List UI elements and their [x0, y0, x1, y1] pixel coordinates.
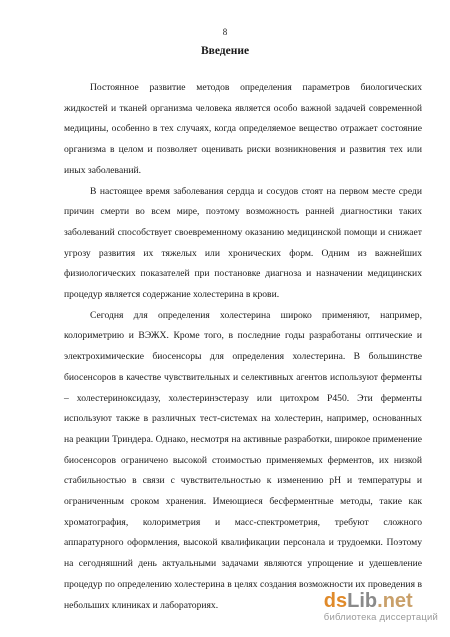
paragraph-2: В настоящее время заболевания сердца и сосудов стоят на первом месте среди причин смерти во всем мире, поэтому возможность ранней диагностики таких заболеваний способствует своевременному оказанию медицинской помощи и снижает угрозу развития их тяжелых или хронических форм. Одним из важнейших физиологических показателей при постановке диагноза и назначении медицинских процедур является содержание холестерина в крови. [64, 185, 422, 301]
body-text [64, 78, 422, 616]
section-title: Введение [200, 45, 250, 57]
watermark-logo-ds: ds [323, 590, 348, 612]
page-number: 8 [222, 27, 228, 37]
paragraph-3: Сегодня для определения холестерина широко применяют, например, колориметрию и ВЭЖХ. Кроме того, в последние годы разработаны оптические и электрохимические биосенсоры для определения холестерина. В большинстве биосенсоров в качестве чувствительных и селективных агентов используют ферменты – холестериноксидазу, холестеринэстеразу или цитохром P450. Эти ферменты используют также в различных тест-системах на холестерин, например, основанных на реакции Триндера. Однако, несмотря на активные разработки, широкое применение биосенсоров ограничено высокой стоимостью применяемых ферментов, их низкой стабильностью в связи с чувствительностью к изменению pH и температуры и ограниченным сроком хранения. Имеющиеся бесферментные методы, такие как хроматография, колориметрия и масс-спектрометрия, требуют сложного аппаратурного оформления, высокой квалификации персонала и трудоемки. Поэтому на сегодняшний день актуальными задачами являются упрощение и удешевление процедур по определению холестерина в целях создания возможности их проведения в небольших клиниках и лабораториях. [64, 309, 422, 611]
watermark-tagline: библиотека диссертаций [323, 612, 438, 623]
paragraph-1: Постоянное развитие методов определения параметров биологических жидкостей и тканей организма человека является особо важной задачей современной медицины, особенно в тех случаях, когда определяемое вещество отражает состояние организма в целом и позволяет оценивать риски возникновения и развития тех или иных заболеваний. [64, 82, 422, 176]
watermark-logo-net: .net [377, 590, 413, 612]
watermark [324, 590, 438, 623]
watermark-logo [324, 590, 438, 612]
watermark-logo-lib: Lib [347, 590, 378, 612]
